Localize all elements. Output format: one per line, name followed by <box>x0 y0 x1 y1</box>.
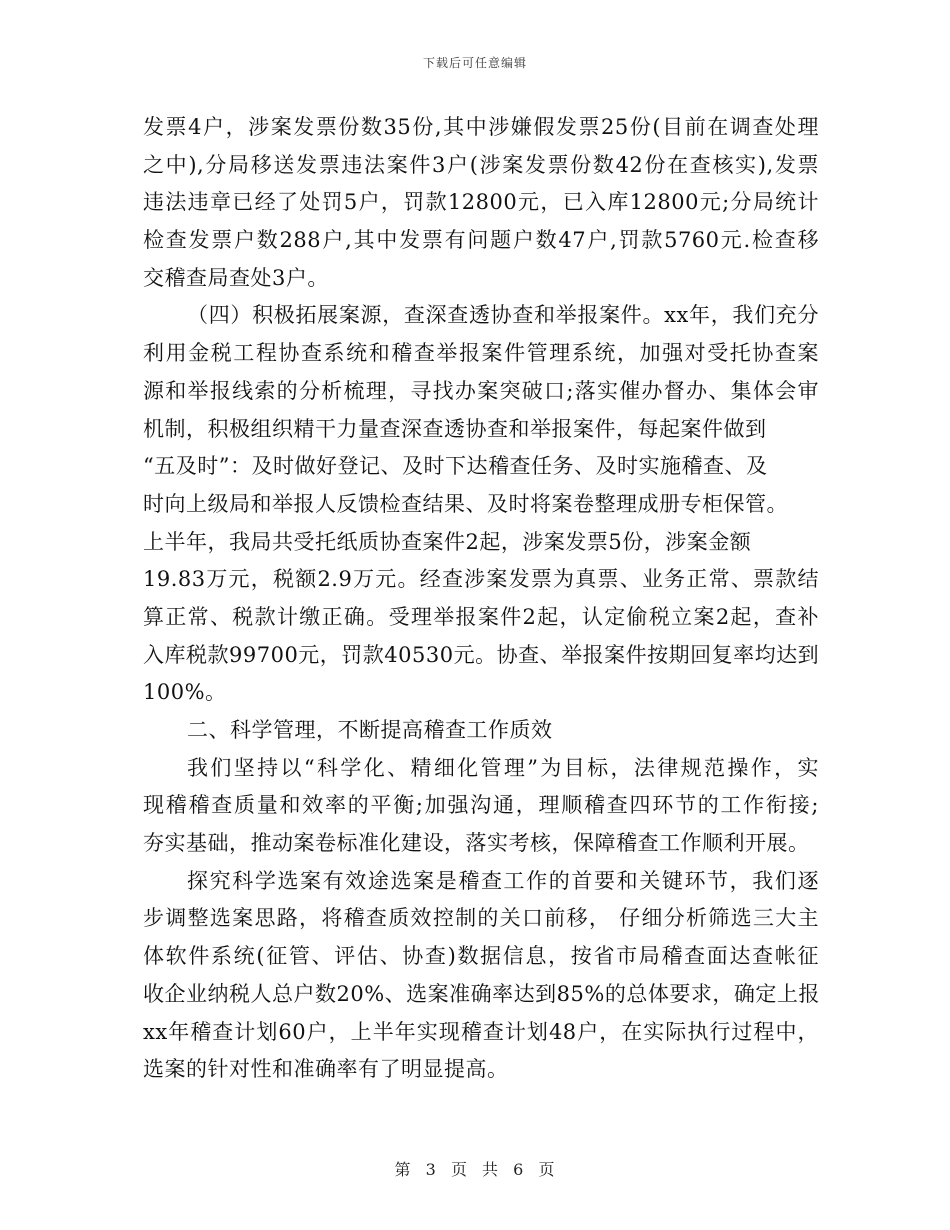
text-line: 上半年，我局共受托纸质协查案件2起，涉案发票5份，涉案金额 <box>143 529 752 554</box>
text-line: “五及时”：及时做好登记、及时下达稽查任务、及时实施稽查、及 <box>143 454 768 479</box>
text-line: 发票4户，涉案发票份数35份,其中涉嫌假发票25份(目前在调查处理 <box>143 115 819 139</box>
text-line: 检查发票户数288户,其中发票有问题户数47户,罚款5760元.检查移 <box>143 228 819 253</box>
text-line: 源和举报线索的分析梳理，寻找办案突破口;落实催办督办、集体会审 <box>143 378 819 403</box>
text-line: 步调整选案思路，将稽查质效控制的关口前移， 仔细分析筛选三大主 <box>143 906 819 931</box>
text-line: 利用金税工程协查系统和稽查举报案件管理系统，加强对受托协查案 <box>143 341 819 366</box>
page-header: 下载后可任意编辑 <box>422 56 527 70</box>
paragraph-start-line: 我们坚持以“科学化、精细化管理”为目标，法律规范操作，实 <box>187 755 819 780</box>
text-line: 违法违章已经了处罚5户，罚款12800元，已入库12800元;分局统计 <box>143 190 819 215</box>
page-footer <box>0 1157 950 1180</box>
text-line: 选案的针对性和准确率有了明显提高。 <box>143 1057 509 1082</box>
footer-label-ye2: 页 <box>538 1160 556 1179</box>
text-line: 入库税款99700元，罚款40530元。协查、举报案件按期回复率均达到 <box>143 642 820 667</box>
text-line: 交稽查局查处3户。 <box>143 265 329 290</box>
text-line: 算正常、税款计缴正确。受理举报案件2起，认定偷税立案2起，查补 <box>143 604 819 629</box>
footer-label-di: 第 <box>394 1160 412 1179</box>
document-body <box>143 112 819 1092</box>
text-line: 体软件系统(征管、评估、协查)数据信息，按省市局稽查面达查帐征 <box>143 944 819 969</box>
paragraph-start-line: （四）积极拓展案源，查深查透协查和举报案件。xx年，我们充分 <box>187 303 819 328</box>
text-line: 之中),分局移送发票违法案件3户(涉案发票份数42份在查核实),发票 <box>143 152 819 177</box>
paragraph-start-line: 探究科学选案有效途选案是稽查工作的首要和关键环节，我们逐 <box>187 868 819 893</box>
text-line: xx年稽查计划60户，上半年实现稽查计划48户，在实际执行过程中， <box>143 1019 819 1044</box>
text-line: 100%。 <box>143 680 227 705</box>
text-line: 收企业纳税人总户数20%、选案准确率达到85%的总体要求，确定上报 <box>143 981 820 1006</box>
footer-label-ye: 页 <box>450 1160 468 1179</box>
text-line: 时向上级局和举报人反馈检查结果、及时将案卷整理成册专柜保管。 <box>143 491 788 516</box>
total-page-count: 6 <box>513 1160 525 1179</box>
text-line: 19.83万元，税额2.9万元。经查涉案发票为真票、业务正常、票款结 <box>143 567 819 592</box>
text-line: 现稽稽查质量和效率的平衡;加强沟通，理顺稽查四环节的工作衔接; <box>143 793 819 818</box>
section-heading: 二、科学管理，不断提高稽查工作质效 <box>187 718 553 742</box>
footer-label-gong: 共 <box>482 1160 500 1179</box>
text-line: 机制，积极组织精干力量查深查透协查和举报案件，每起案件做到 <box>143 416 767 441</box>
text-line: 夯实基础，推动案卷标准化建设，落实考核，保障稽查工作顺利开展。 <box>143 831 810 856</box>
current-page-number: 3 <box>425 1160 437 1179</box>
